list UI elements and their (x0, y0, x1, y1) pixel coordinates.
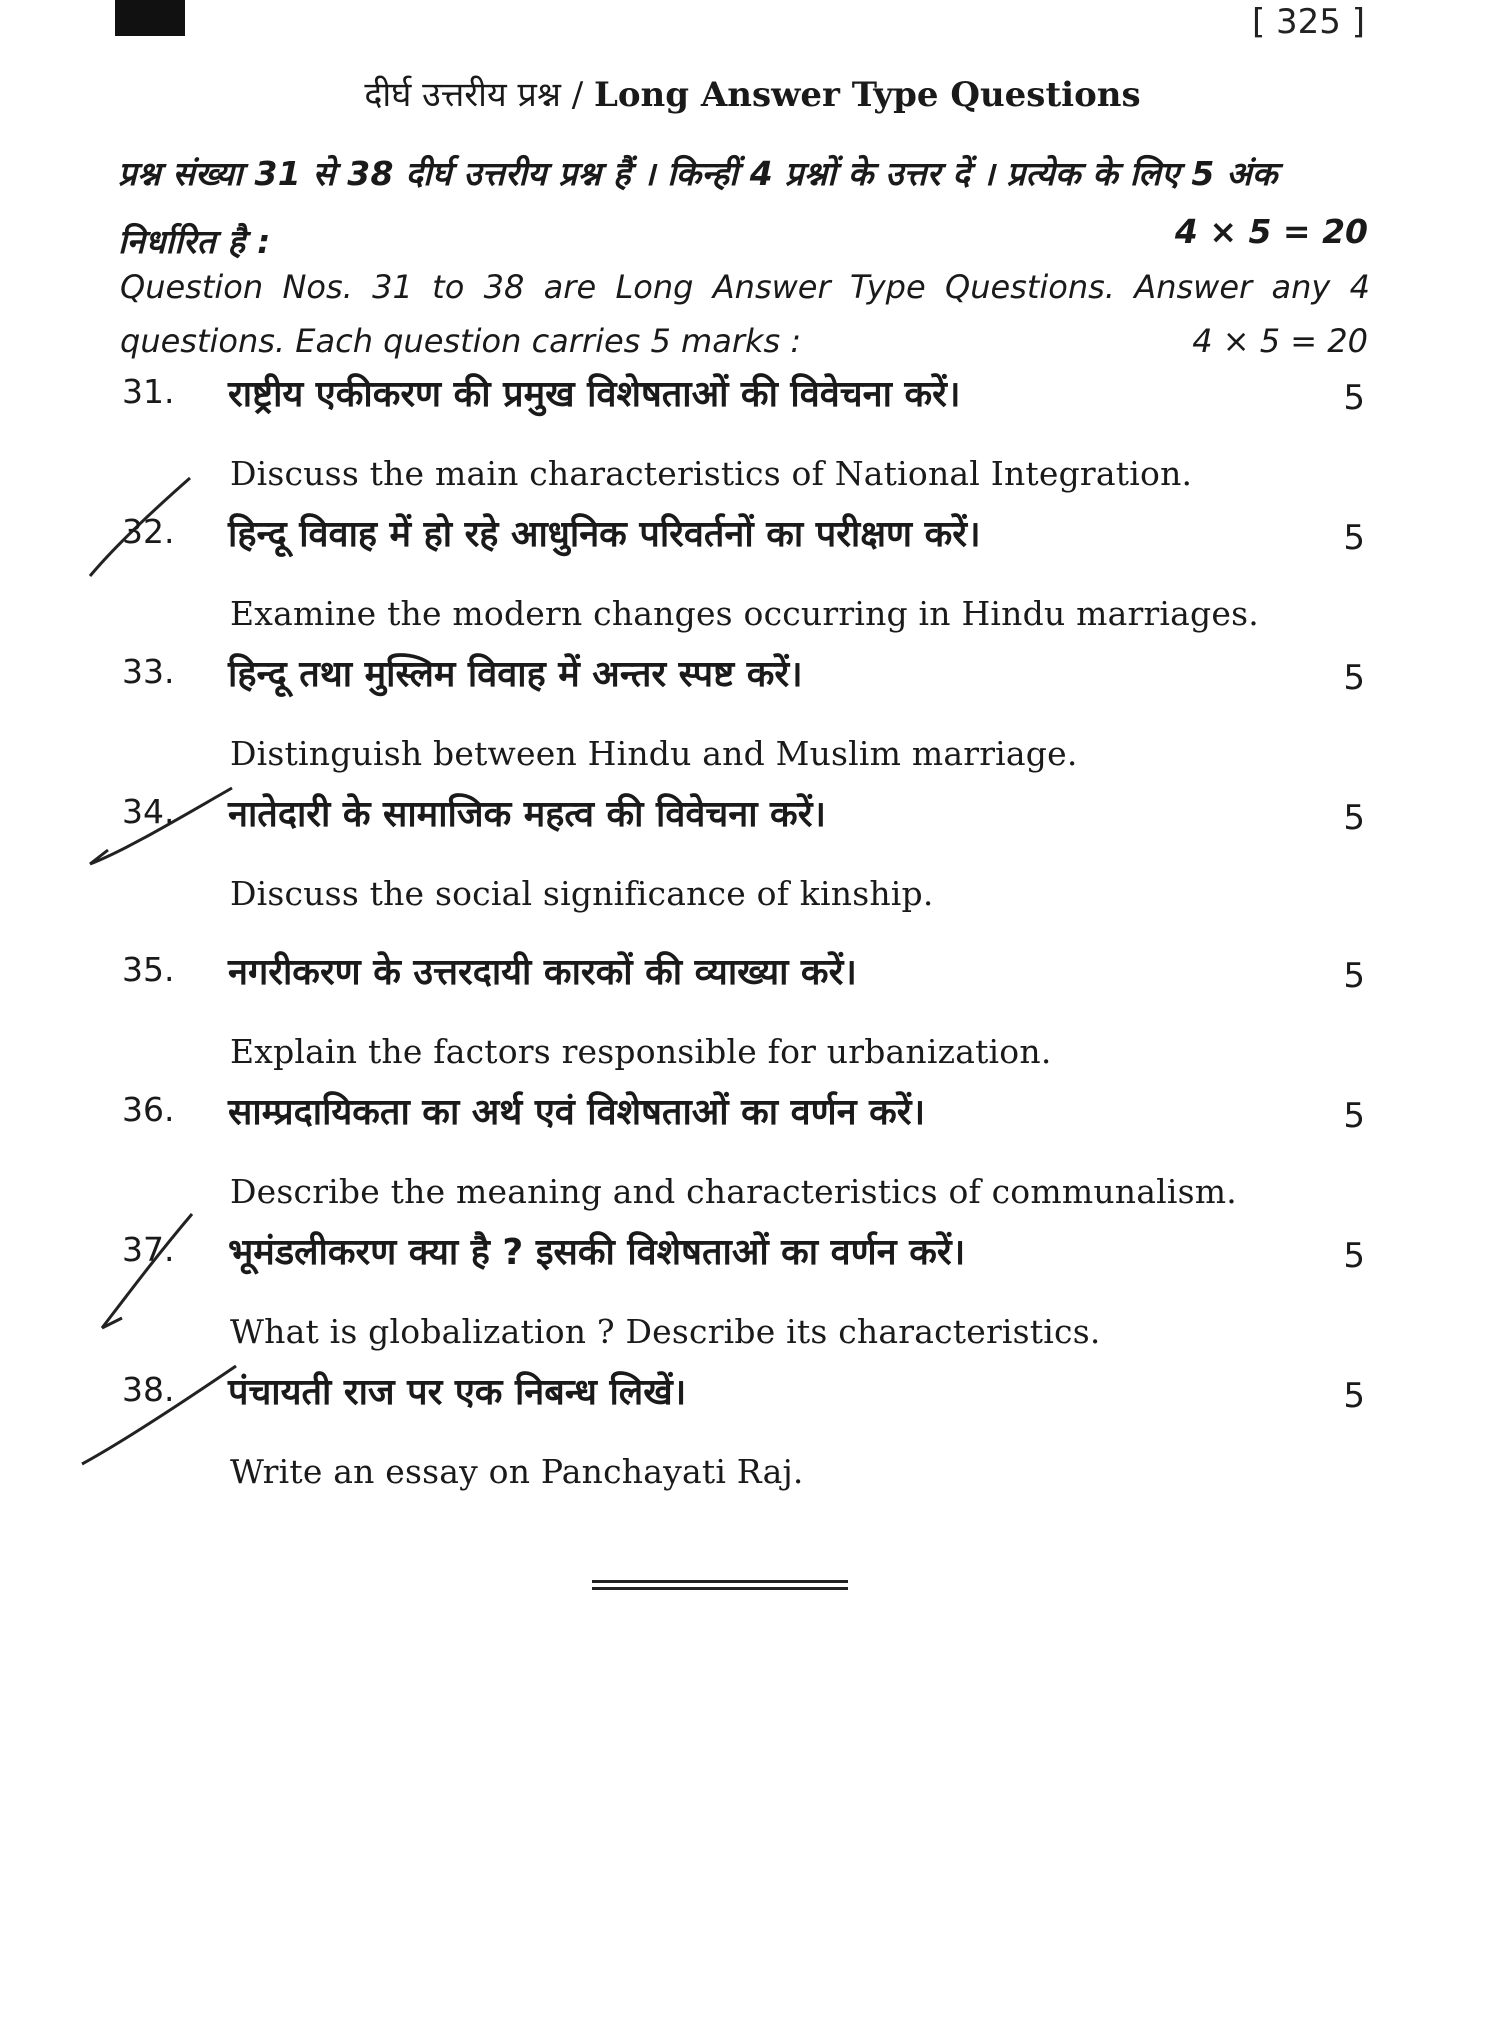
question-number: 38. (122, 1370, 175, 1409)
question-marks: 5 (1343, 798, 1365, 838)
section-title-english: Long Answer Type Questions (593, 75, 1141, 115)
question-hindi: हिन्दू विवाह में हो रहे आधुनिक परिवर्तनों का परीक्षण करें। (228, 514, 981, 555)
question-marks: 5 (1343, 1096, 1365, 1136)
question-number: 34. (122, 792, 175, 831)
question-hindi: साम्प्रदायिकता का अर्थ एवं विशेषताओं का वर्णन करें। (228, 1092, 926, 1133)
question-english: Discuss the main characteristics of National Integration. (230, 454, 1193, 493)
question-number: 35. (122, 950, 175, 989)
handwritten-tick-mark (88, 1204, 208, 1344)
question-number: 32. (122, 512, 175, 551)
question-english: What is globalization ? Describe its characteristics. (230, 1312, 1101, 1351)
question-english: Discuss the social significance of kinship. (230, 874, 934, 913)
instructions-english-marks: 4 × 5 = 20 (1192, 322, 1368, 360)
question-english: Describe the meaning and characteristics of communalism. (230, 1172, 1237, 1211)
question-number: 36. (122, 1090, 175, 1129)
question-number: 33. (122, 652, 175, 691)
question-english: Examine the modern changes occurring in Hindu marriages. (230, 594, 1259, 633)
question-english: Write an essay on Panchayati Raj. (230, 1452, 804, 1491)
question-marks: 5 (1343, 378, 1365, 418)
question-marks: 5 (1343, 1236, 1365, 1276)
question-hindi: नगरीकरण के उत्तरदायी कारकों की व्याख्या करें। (228, 952, 857, 993)
question-hindi: नातेदारी के सामाजिक महत्व की विवेचना करें। (228, 794, 827, 835)
question-number: 31. (122, 372, 175, 411)
instructions-english: Question Nos. 31 to 38 are Long Answer Type Questions. Answer any 4 questions. Each question carries 5 marks : (120, 268, 1370, 360)
end-divider (592, 1580, 848, 1594)
question-hindi: भूमंडलीकरण क्या है ? इसकी विशेषताओं का वर्णन करें। (228, 1232, 966, 1273)
page-number: [ 325 ] (1251, 2, 1365, 42)
question-english: Explain the factors responsible for urbanization. (230, 1032, 1052, 1071)
question-marks: 5 (1343, 658, 1365, 698)
section-title-hindi: दीर्घ उत्तरीय प्रश्न / (364, 75, 584, 115)
question-hindi: हिन्दू तथा मुस्लिम विवाह में अन्तर स्पष्ट करें। (228, 654, 803, 695)
question-hindi: राष्ट्रीय एकीकरण की प्रमुख विशेषताओं की विवेचना करें। (228, 374, 961, 415)
question-marks: 5 (1343, 518, 1365, 558)
question-number: 37. (122, 1230, 175, 1269)
instructions-hindi-marks: 4 × 5 = 20 (1174, 212, 1368, 251)
question-marks: 5 (1343, 956, 1365, 996)
page-corner-tab (115, 0, 185, 36)
question-hindi: पंचायती राज पर एक निबन्ध लिखें। (228, 1372, 687, 1413)
question-english: Distinguish between Hindu and Muslim marriage. (230, 734, 1078, 773)
question-marks: 5 (1343, 1376, 1365, 1416)
instructions-hindi: प्रश्न संख्या 31 से 38 दीर्घ उत्तरीय प्रश्न हैं । किन्हीं 4 प्रश्नों के उत्तर दें । प्रत्येक के लिए 5 अंक निर्धारित है : (118, 154, 1278, 261)
section-title (0, 70, 1505, 116)
